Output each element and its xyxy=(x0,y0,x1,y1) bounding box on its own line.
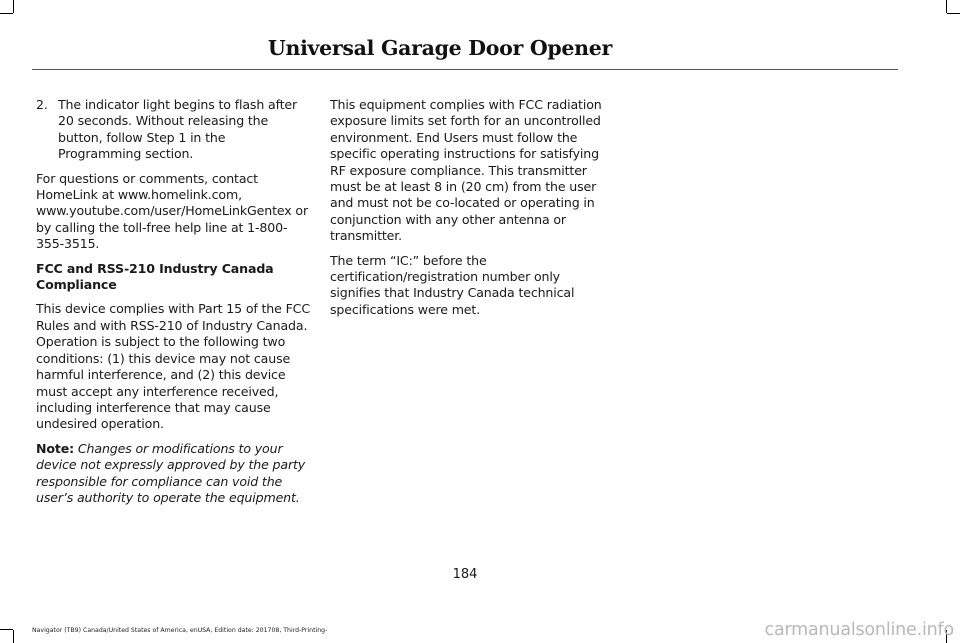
note-text: Changes or modifications to your device not expressly approved by the party responsible for compliance can void the user’s authority to operate the equipment. xyxy=(36,440,306,505)
crop-mark-top-right-vertical xyxy=(946,0,947,13)
crop-mark-bottom-left-vertical xyxy=(13,630,14,643)
crop-mark-top-left-vertical xyxy=(13,0,14,13)
crop-mark-top-left-horizontal xyxy=(0,13,13,14)
step-item xyxy=(36,97,310,163)
crop-mark-top-right-horizontal xyxy=(947,13,960,14)
footer-edition-text: Navigator (TB9) Canada/United States of America, enUSA, Edition date: 201708, Third-Printing- xyxy=(32,627,328,634)
header-divider xyxy=(32,69,898,70)
page-title: Universal Garage Door Opener xyxy=(267,36,612,60)
ic-paragraph: The term “IC:” before the certification/registration number only signifies that Industry Canada technical specifications were met. xyxy=(330,252,575,317)
compliance-paragraph: This device complies with Part 15 of the FCC Rules and with RSS-210 of Industry Canada. Operation is subject to the following two conditions: (1) this device may not cause harmful interference, and (2) this device must accept any interference received, including interference that may cause undesired operation. xyxy=(36,301,310,432)
left-column xyxy=(36,97,310,514)
watermark: carmanualsonline.info xyxy=(764,620,954,640)
note-label: Note: xyxy=(36,440,75,456)
crop-mark-bottom-left-horizontal xyxy=(0,629,13,630)
step-text: The indicator light begins to flash after 20 seconds. Without releasing the button, follow Step 1 in the Programming section. xyxy=(58,97,298,162)
note-paragraph xyxy=(36,441,310,507)
radiation-paragraph: This equipment complies with FCC radiation exposure limits set forth for an uncontrolled environment. End Users must follow the specific operating instructions for satisfying RF exposure compliance. This transmitter must be at least 8 in (20 cm) from the user and must not be co-located or operating in conjunction with any other antenna or transmitter. xyxy=(330,97,602,244)
contact-paragraph: For questions or comments, contact HomeLink at www.homelink.com, www.youtube.com/user/HomeLinkGentex or by calling the toll-free help line at 1-800-355-3515. xyxy=(36,170,308,252)
step-number: 2. xyxy=(36,97,48,112)
right-column xyxy=(330,97,606,326)
section-heading: FCC and RSS-210 Industry Canada Compliance xyxy=(36,260,274,293)
page-number: 184 xyxy=(452,567,478,582)
